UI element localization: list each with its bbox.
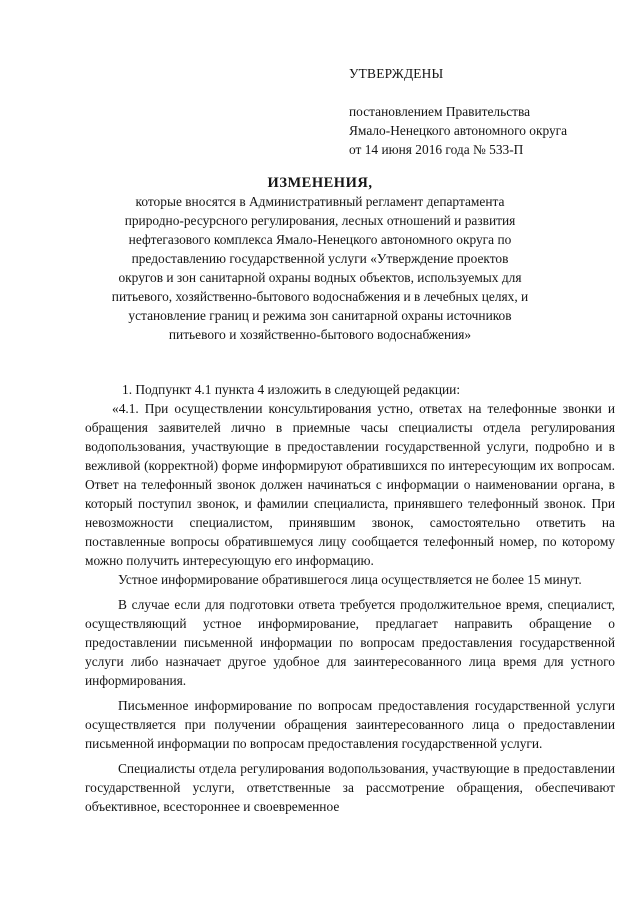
paragraph-6: Специалисты отдела регулирования водопользования, участвующие в предоставлении государственной услуги, ответственные за рассмотрение обращения, обеспечивают объективное, всестороннее и своевременное: [85, 761, 615, 814]
document-body: [85, 380, 615, 816]
approval-line-2: Ямало-Ненецкого автономного округа: [349, 123, 568, 138]
document-title: ИЗМЕНЕНИЯ,: [267, 175, 373, 191]
approval-block: [349, 64, 629, 159]
paragraph-3: Устное информирование обратившегося лица осуществляется не более 15 минут.: [118, 572, 582, 587]
document-subtitle: которые вносятся в Административный регламент департамента природно-ресурсного регулирования, лесных отношений и развития нефтегазового комплекса Ямало-Ненецкого автономного округа по предоставлению государственной услуги «Утверждение проектов округов и зон санитарной охраны водных объектов, используемых для питьевого, хозяйственно-бытового водоснабжения и в лечебных целях, и установление границ и режима зон санитарной охраны источников питьевого и хозяйственно-бытового водоснабжения»: [111, 194, 529, 342]
paragraph-4: В случае если для подготовки ответа требуется продолжительное время, специалист, осуществляющий устное информирование, предлагает направить обращение о предоставлении письменной информации по вопросам предоставления государственной услуги либо назначает другое удобное для заинтересованного лица время для устного информирования.: [85, 597, 615, 688]
approval-line-3: от 14 июня 2016 года № 533-П: [349, 142, 524, 157]
paragraph-1: 1. Подпункт 4.1 пункта 4 изложить в следующей редакции:: [122, 382, 461, 397]
paragraph-5: Письменное информирование по вопросам предоставления государственной услуги осуществляется при получении обращения заинтересованного лица о предоставлении письменной информации по вопросам предоставления государственной услуги.: [85, 698, 615, 751]
paragraph-2: «4.1. При осуществлении консультирования устно, ответах на телефонные звонки и обращения заявителей лично в приемные часы специалисты отдела регулирования водопользования, участвующие в предоставлении государственной услуги, подробно и в вежливой (корректной) форме информируют обратившихся по интересующим их вопросам. Ответ на телефонный звонок должен начинаться с информации о наименовании органа, в который поступил звонок, и фамилии специалиста, принявшего телефонный звонок. При невозможности специалистом, принявшим звонок, самостоятельно ответить на поставленные вопросы обратившемуся лицу сообщается телефонный номер, по которому можно получить интересующую его информацию.: [85, 401, 615, 568]
approval-line-1: постановлением Правительства: [349, 104, 531, 119]
approval-heading: УТВЕРЖДЕНЫ: [349, 66, 444, 81]
